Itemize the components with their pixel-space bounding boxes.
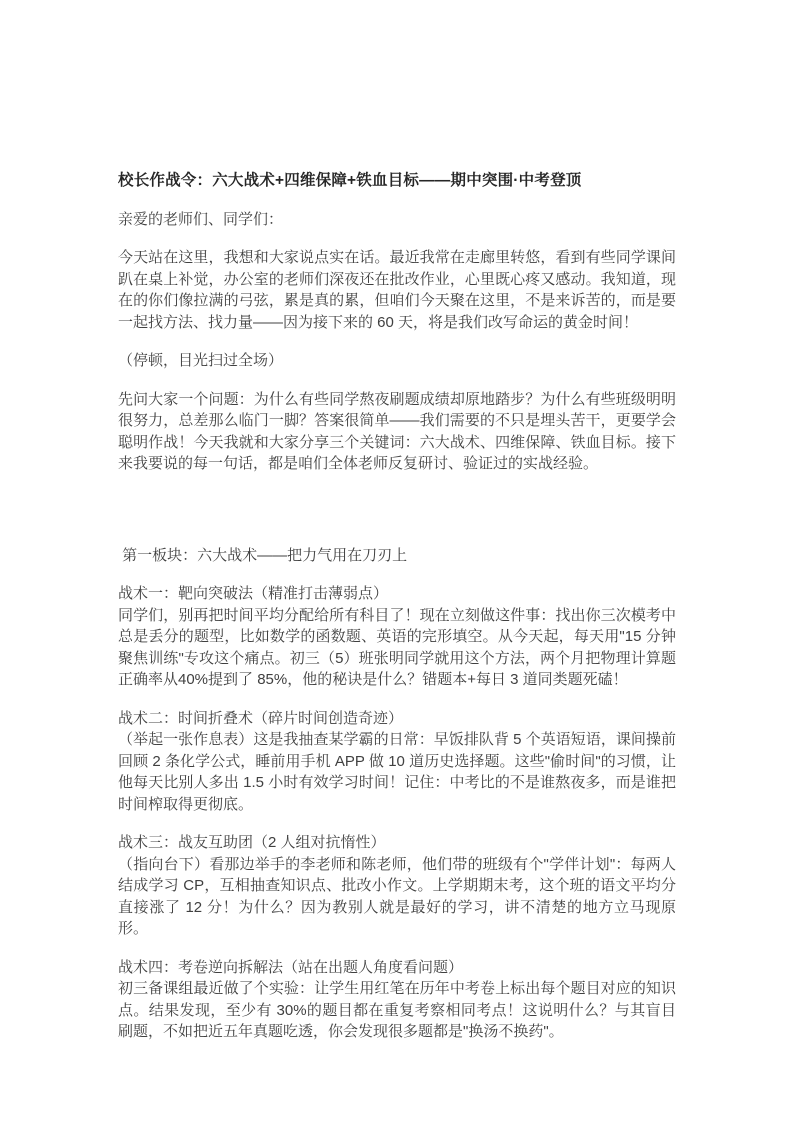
tactic-2-heading: 战术二：时间折叠术（碎片时间创造奇迹） <box>118 709 404 727</box>
document-content <box>118 170 676 1043</box>
section-1-heading: 第一板块：六大战术——把力气用在刀刃上 <box>118 546 408 564</box>
tactic-1-heading: 战术一：靶向突破法（精准打击薄弱点） <box>118 585 389 602</box>
question-paragraph: 先问大家一个问题：为什么有些同学熬夜刷题成绩却原地踏步？为什么有些班级明明很努力，总差那么临门一脚？答案很简单——我们需要的不只是埋头苦干，更要学会聪明作战！今天我就和大家分享三个关键词：六大战术、四维保障、铁血目标。接下来我要说的每一句话，都是咱们全体老师反复研讨、验证过的实战经验。 <box>118 390 676 472</box>
tactic-3 <box>118 832 676 940</box>
tactic-2 <box>118 708 676 816</box>
tactic-4-heading: 战术四：考卷逆向拆解法（站在出题人角度看问题） <box>118 958 464 976</box>
intro-paragraph: 今天站在这里，我想和大家说点实在话。最近我常在走廊里转悠，看到有些同学课间趴在桌上补觉，办公室的老师们深夜还在批改作业，心里既心疼又感动。我知道，现在的你们像拉满的弓弦，累是真的累，但咱们今天聚在这里，不是来诉苦的，而是要一起找方法、找力量——因为接下来的 60 天，将是我们改写命运的黄金时间！ <box>118 249 676 331</box>
salutation: 亲爱的老师们、同学们： <box>118 210 284 228</box>
tactic-1 <box>118 583 676 691</box>
tactic-3-body: （指向台下）看那边举手的李老师和陈老师，他们带的班级有个"学伴计划"：每两人结成学习 CP，互相抽查知识点、批改小作文。上学期期末考，这个班的语文平均分直接涨了 12 分！为什么？因为教别人就是最好的学习，讲不清楚的地方立马现原形。 <box>118 855 676 937</box>
stage-direction: （停顿，目光扫过全场） <box>118 352 284 369</box>
document-title: 校长作战令：六大战术+四维保障+铁血目标——期中突围·中考登顶 <box>118 172 582 189</box>
tactic-1-body: 同学们，别再把时间平均分配给所有科目了！现在立刻做这件事：找出你三次模考中总是丢分的题型，比如数学的函数题、英语的完形填空。从今天起，每天用"15 分钟聚焦训练"专攻这个痛点。初三（5）班张明同学就用这个方法，两个月把物理计算题正确率从40%提到了 85%，他的秘诀是什么？错题本+每日 3 道同类题死磕！ <box>118 606 676 688</box>
tactic-4 <box>118 957 676 1043</box>
tactic-3-heading: 战术三：战友互助团（2 人组对抗惰性） <box>118 834 386 851</box>
tactic-4-body: 初三备课组最近做了个实验：让学生用红笔在历年中考卷上标出每个题目对应的知识点。结果发现，至少有 30%的题目都在重复考察相同考点！这说明什么？与其盲目刷题，不如把近五年真题吃透，你会发现很多题都是"换汤不换药"。 <box>118 980 676 1040</box>
tactic-2-body: （举起一张作息表）这是我抽查某学霸的日常：早饭排队背 5 个英语短语，课间操前回顾 2 条化学公式，睡前用手机 APP 做 10 道历史选择题。这些"偷时间"的习惯，让他每天比别人多出 1.5 小时有效学习时间！记住：中考比的不是谁熬夜多，而是谁把时间榨取得更彻底。 <box>118 731 676 813</box>
